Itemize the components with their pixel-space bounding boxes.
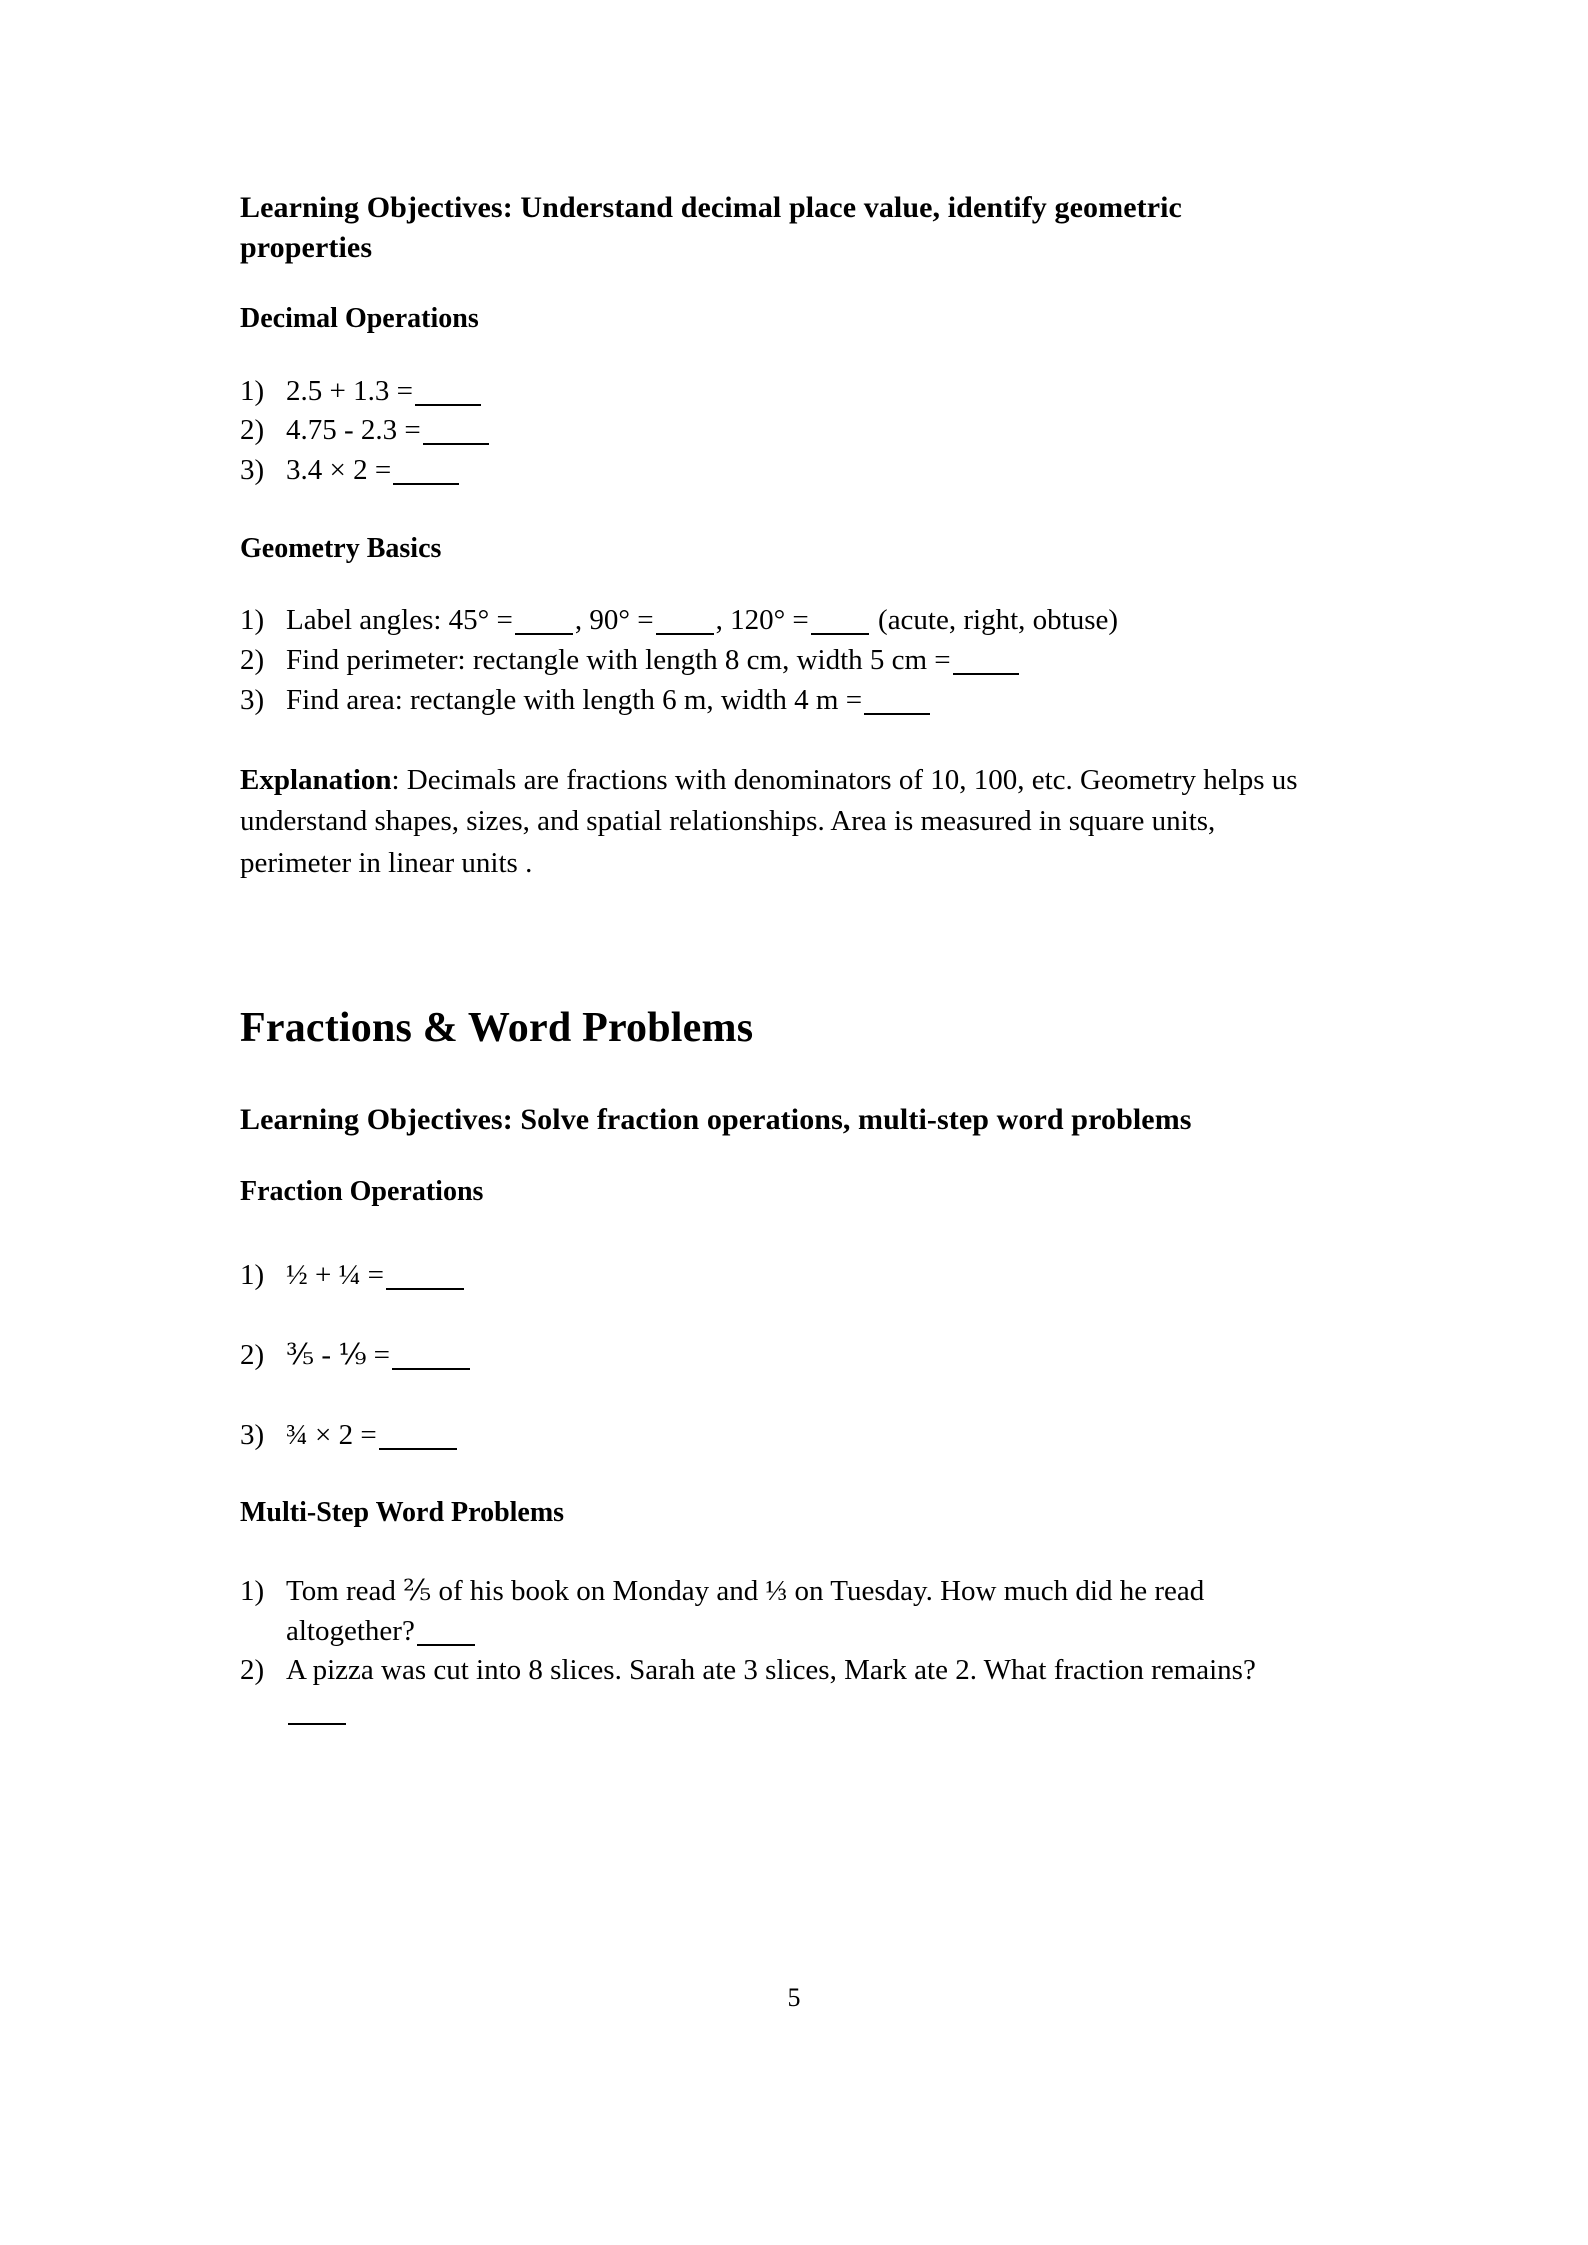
spacer	[240, 1140, 1308, 1174]
page-number: 5	[787, 1983, 801, 2012]
fraction-operations-list	[240, 1256, 1308, 1455]
answer-blank-90[interactable]	[656, 633, 714, 635]
list-item	[240, 601, 1308, 641]
question-text-part-1: Label angles: 45° =	[286, 604, 513, 637]
question-text: ½ + ¼ =	[286, 1259, 384, 1292]
list-marker: 1)	[240, 1259, 265, 1292]
list-item	[240, 681, 1308, 721]
answer-blank[interactable]	[392, 1368, 470, 1370]
word-problems-list	[240, 1572, 1308, 1731]
list-marker: 1)	[240, 604, 265, 637]
answer-blank-45[interactable]	[515, 633, 573, 635]
learning-objectives-fractions: Learning Objectives: Solve fraction operations, multi-step word problems	[240, 1103, 1192, 1137]
list-marker: 1)	[240, 374, 265, 407]
answer-blank[interactable]	[864, 713, 930, 715]
question-text: ¾ × 2 =	[286, 1418, 377, 1451]
answer-blank[interactable]	[953, 673, 1019, 675]
decimal-operations-list	[240, 372, 1308, 491]
spacer	[240, 338, 1308, 372]
spacer	[240, 491, 1308, 531]
list-item	[240, 1572, 1308, 1651]
answer-blank[interactable]	[386, 1288, 464, 1290]
list-item	[240, 372, 1308, 412]
explanation-body: : Decimals are fractions with denominators of 10, 100, etc. Geometry helps us understand shapes, sizes, and spatial relationships. Area is measured in square units, perimeter in linear units .	[240, 764, 1298, 879]
question-text: Find perimeter: rectangle with length 8 cm, width 5 cm =	[286, 643, 951, 676]
question-text: A pizza was cut into 8 slices. Sarah ate 3 slices, Mark ate 2. What fraction remains?	[286, 1654, 1256, 1687]
question-text-part-3: , 120° =	[715, 604, 809, 637]
spacer	[240, 720, 1308, 760]
question-text-part-2: , 90° =	[574, 604, 654, 637]
spacer	[240, 1054, 1308, 1100]
list-marker: 2)	[240, 1654, 265, 1687]
word-problems-heading: Multi-Step Word Problems	[240, 1497, 565, 1529]
list-marker: 3)	[240, 1418, 265, 1451]
spacer	[240, 884, 1308, 1002]
geometry-basics-heading: Geometry Basics	[240, 532, 442, 564]
answer-blank[interactable]	[423, 443, 489, 445]
spacer	[240, 1210, 1308, 1256]
question-text: 3.4 × 2 =	[286, 454, 392, 487]
list-marker: 1)	[240, 1574, 265, 1607]
list-item	[240, 1256, 1308, 1296]
explanation-paragraph	[240, 760, 1308, 884]
question-text: ⅗ - ⅑ =	[286, 1339, 390, 1371]
fraction-operations-heading: Fraction Operations	[240, 1175, 484, 1207]
answer-blank[interactable]	[393, 483, 459, 485]
list-item	[240, 451, 1308, 491]
answer-blank[interactable]	[288, 1723, 346, 1725]
question-text: Find area: rectangle with length 6 m, width 4 m =	[286, 683, 863, 716]
question-text: 4.75 - 2.3 =	[286, 414, 421, 447]
list-marker: 3)	[240, 683, 265, 716]
list-item	[240, 1651, 1308, 1730]
answer-blank-120[interactable]	[811, 633, 869, 635]
spacer	[240, 267, 1308, 301]
spacer	[240, 567, 1308, 601]
page-content	[240, 188, 1308, 1731]
list-marker: 2)	[240, 643, 265, 676]
list-item	[240, 1336, 1308, 1376]
list-item	[240, 411, 1308, 451]
list-marker: 2)	[240, 1339, 265, 1371]
list-item	[240, 1416, 1308, 1456]
spacer	[240, 1455, 1308, 1495]
answer-blank[interactable]	[379, 1448, 457, 1450]
question-text-part-4: (acute, right, obtuse)	[878, 604, 1119, 637]
geometry-basics-list	[240, 601, 1308, 720]
answer-blank[interactable]	[415, 404, 481, 406]
question-text: 2.5 + 1.3 =	[286, 374, 413, 407]
learning-objectives-decimal-geometry: Learning Objectives: Understand decimal place value, identify geometric properties	[240, 191, 1182, 264]
question-text: Tom read ⅖ of his book on Monday and ⅓ on Tuesday. How much did he read altogether?	[286, 1574, 1205, 1647]
chapter-title-fractions: Fractions & Word Problems	[240, 1004, 754, 1051]
list-marker: 2)	[240, 414, 265, 447]
spacer	[240, 1532, 1308, 1572]
answer-blank[interactable]	[417, 1644, 475, 1646]
explanation-label: Explanation	[240, 764, 392, 797]
decimal-operations-heading: Decimal Operations	[240, 303, 479, 335]
list-item	[240, 641, 1308, 681]
list-marker: 3)	[240, 454, 265, 487]
